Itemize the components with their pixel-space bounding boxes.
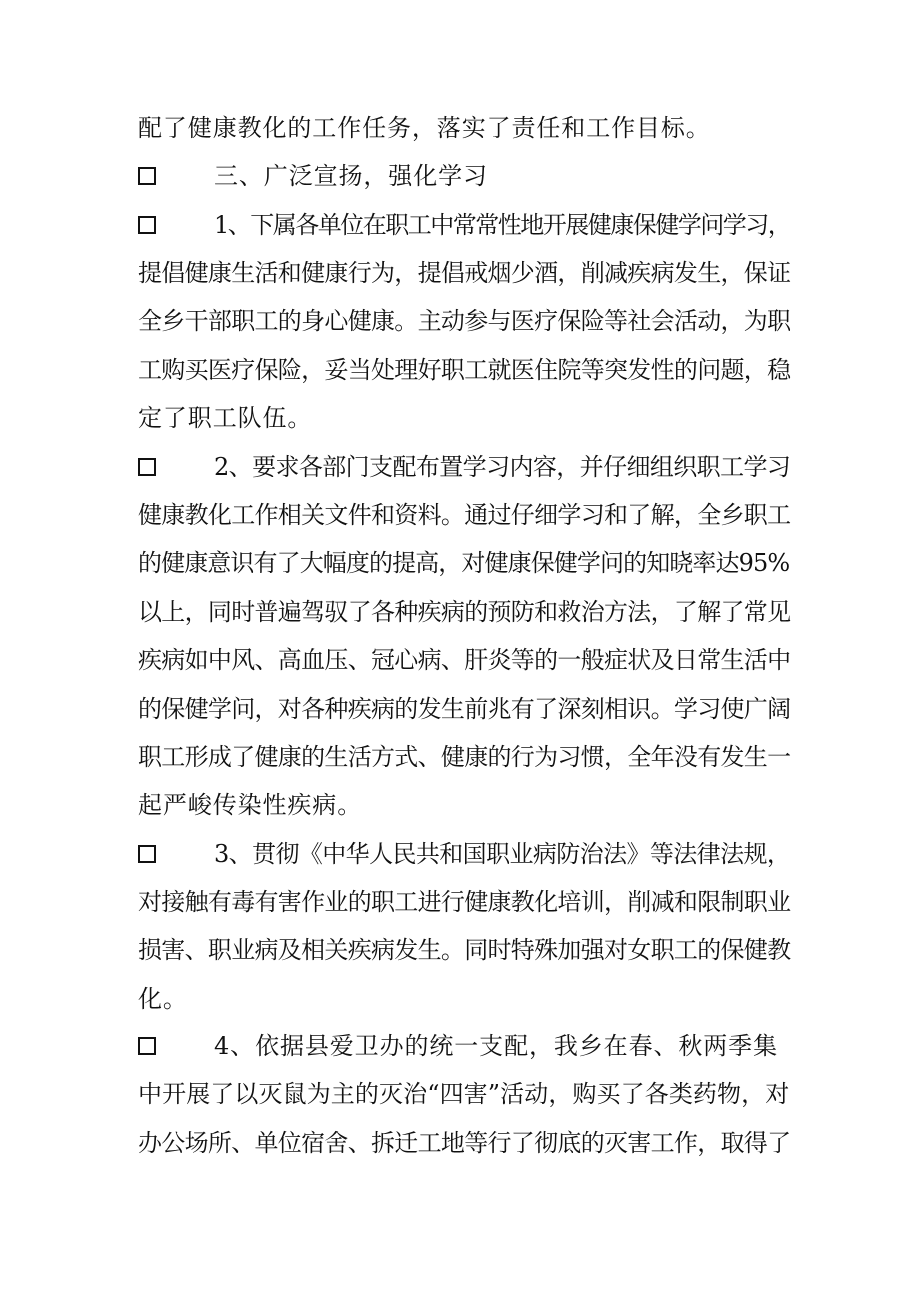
checkbox[interactable] (138, 167, 156, 185)
item-2-line: 的保健学问，对各种疾病的发生前兆有了深刻相识。学习使广阔 (138, 695, 791, 723)
item-1-first-line: 1、下属各单位在职工中常常性地开展健康保健学问学习， (214, 211, 791, 239)
item-3-line: 化。 (138, 985, 188, 1013)
item-3-line: 对接触有毒有害作业的职工进行健康教化培训，削减和限制职业 (138, 888, 791, 916)
item-1-line: 定了职工队伍。 (138, 404, 313, 432)
item-4-line: 中开展了以灭鼠为主的灭治“四害”活动，购买了各类药物，对 (138, 1080, 790, 1108)
item-2-line: 疾病如中风、高血压、冠心病、肝炎等的一般症状及日常生活中 (138, 646, 791, 674)
item-1-line: 提倡健康生活和健康行为，提倡戒烟少酒，削减疾病发生，保证 (138, 259, 791, 287)
checkbox[interactable] (138, 458, 156, 476)
item-2-line: 以上，同时普遍驾驭了各种疾病的预防和救治方法，了解了常见 (138, 598, 791, 626)
item-2-first-line: 2、要求各部门支配布置学习内容，并仔细组织职工学习 (214, 453, 791, 481)
item-1-line: 全乡干部职工的身心健康。主动参与医疗保险等社会活动，为职 (138, 307, 791, 335)
item-4-line: 办公场所、单位宿舍、拆迁工地等行了彻底的灭害工作，取得了 (138, 1129, 791, 1157)
item-2-line: 健康教化工作相关文件和资料。通过仔细学习和了解，全乡职工 (138, 501, 791, 529)
checkbox[interactable] (138, 1037, 156, 1055)
item-2-line: 职工形成了健康的生活方式、健康的行为习惯，全年没有发生一 (138, 743, 791, 771)
item-1-line: 工购买医疗保险，妥当处理好职工就医住院等突发性的问题，稳 (138, 356, 791, 384)
item-4-first-line: 4、依据县爱卫办的统一支配，我乡在春、秋两季集 (214, 1032, 778, 1060)
item-2-line: 起严峻传染性疾病。 (138, 791, 363, 819)
paragraph-line: 配了健康教化的工作任务，落实了责任和工作目标。 (138, 114, 711, 142)
item-2-line: 的健康意识有了大幅度的提高，对健康保健学问的知晓率达95% (138, 549, 790, 577)
item-3-first-line: 3、贯彻《中华人民共和国职业病防治法》等法律法规， (214, 840, 791, 868)
checkbox[interactable] (138, 216, 156, 234)
checkbox[interactable] (138, 845, 156, 863)
section-heading: 三、广泛宣扬，强化学习 (214, 162, 488, 190)
item-3-line: 损害、职业病及相关疾病发生。同时特殊加强对女职工的保健教 (138, 936, 791, 964)
